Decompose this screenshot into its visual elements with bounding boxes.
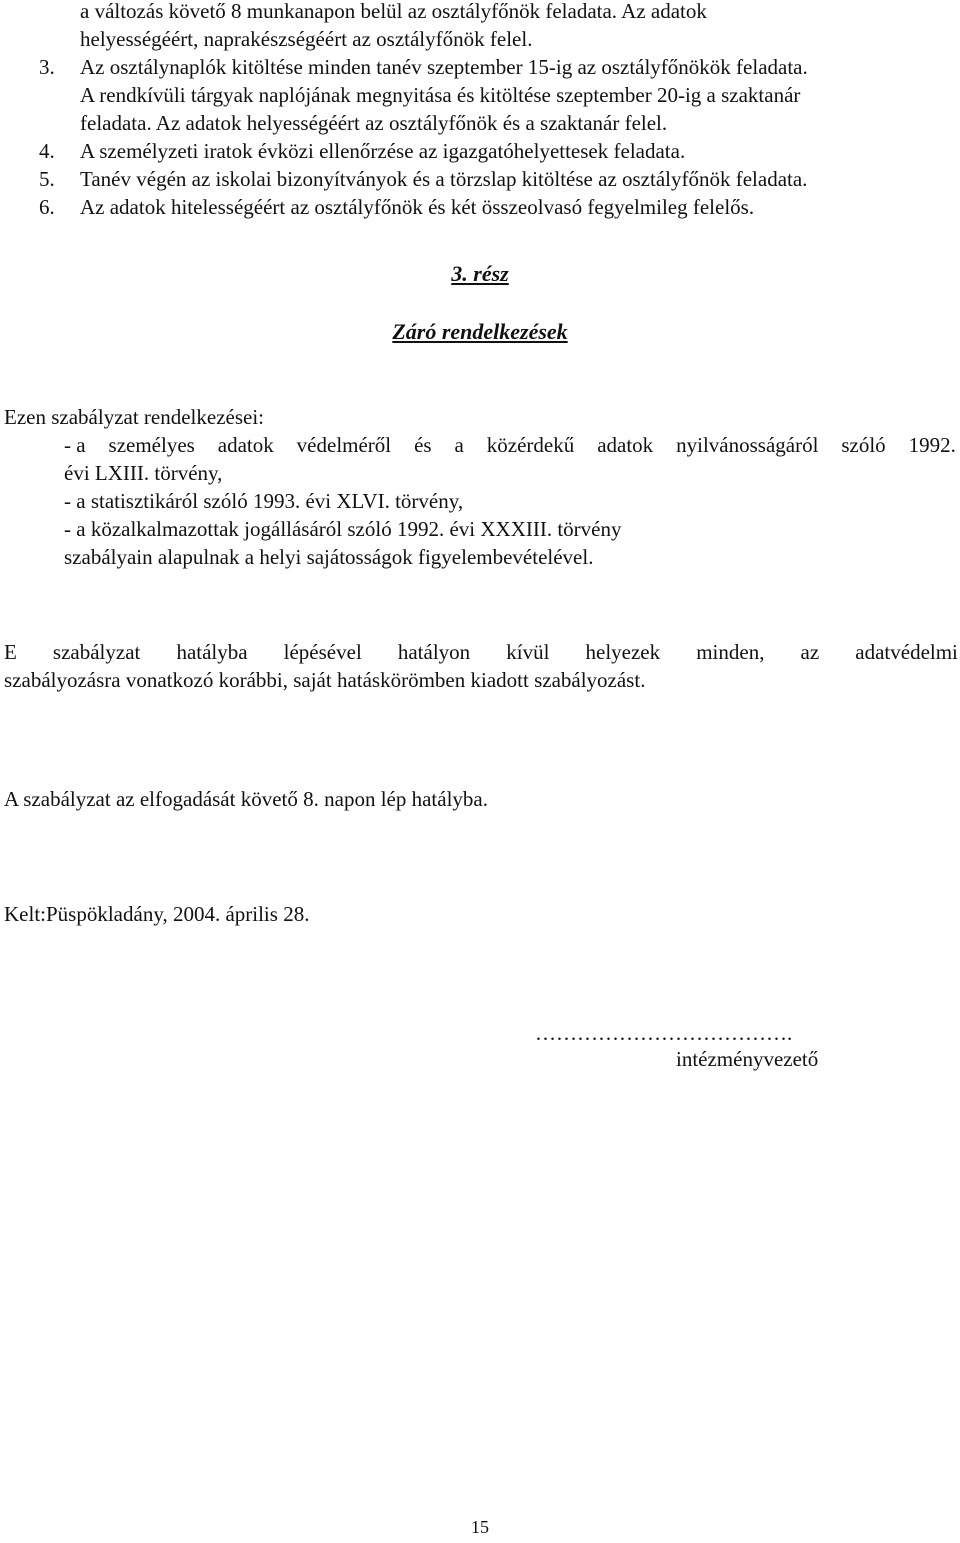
word: személyes	[108, 433, 195, 457]
list-item-line: Tanév végén az iskolai bizonyítványok és a törzslap kitöltése az osztályfőnök feladata.	[80, 167, 808, 191]
list-item-number: 6.	[39, 195, 55, 219]
rules-item-1-line	[64, 431, 956, 459]
repeal-line-2: szabályozásra vonatkozó korábbi, saját hatáskörömben kiadott szabályozást.	[4, 668, 646, 692]
list-item	[0, 165, 960, 193]
rules-item-2: - a statisztikáról szóló 1993. évi XLVI. törvény,	[64, 489, 464, 513]
page-number: 15	[471, 1517, 489, 1537]
repeal-paragraph	[0, 638, 960, 694]
word: szabályzat	[52, 640, 141, 664]
list-item-line: Az osztálynaplók kitöltése minden tanév szeptember 15-ig az osztályfőnökök feladata.	[80, 55, 808, 79]
word: adatok	[217, 433, 274, 457]
list-item	[0, 0, 960, 53]
word: az	[800, 640, 820, 664]
list-item-number: 4.	[39, 139, 55, 163]
list-item	[0, 53, 960, 137]
list-item-number: 5.	[39, 167, 55, 191]
word: minden,	[696, 640, 765, 664]
part-heading: 3. rész	[451, 261, 509, 286]
rules-closing: szabályain alapulnak a helyi sajátosságok figyelembevételével.	[64, 545, 594, 569]
date-place-line: Kelt:Püspökladány, 2004. április 28.	[4, 902, 310, 926]
rules-basis-section	[0, 403, 960, 571]
list-item	[0, 193, 960, 221]
list-item-line: A rendkívüli tárgyak naplójának megnyitása és kitöltése szeptember 20-ig a szaktanár	[80, 83, 801, 107]
signature-role: intézményvezető	[676, 1047, 819, 1071]
signature-line: ……………………………….	[535, 1021, 793, 1045]
word: adatok	[597, 433, 654, 457]
list-item-line: helyességéért, naprakészségéért az osztályfőnök felel.	[80, 27, 533, 51]
word: és	[414, 433, 432, 457]
word: kívül	[506, 640, 550, 664]
repeal-line-1	[0, 638, 958, 666]
list-item-line: a változás követő 8 munkanapon belül az osztályfőnök feladata. Az adatok	[80, 0, 707, 23]
rules-intro: Ezen szabályzat rendelkezései:	[4, 405, 265, 429]
word: közérdekű	[486, 433, 575, 457]
word: E	[4, 640, 17, 664]
list-item-line: Az adatok hitelességéért az osztályfőnök és két összeolvasó fegyelmileg felelős.	[80, 195, 755, 219]
rules-item-1-continuation: évi LXIII. törvény,	[64, 461, 223, 485]
word: 1992.	[908, 433, 956, 457]
list-item-line: feladata. Az adatok helyességéért az osztályfőnök és a szaktanár felel.	[80, 111, 668, 135]
word: lépésével	[283, 640, 362, 664]
word: a	[454, 433, 464, 457]
rules-item-3: - a közalkalmazottak jogállásáról szóló 1992. évi XXXIII. törvény	[64, 517, 622, 541]
word: adatvédelmi	[855, 640, 958, 664]
rules-item-1	[0, 431, 960, 459]
word: helyezek	[585, 640, 661, 664]
effective-date-text: A szabályzat az elfogadását követő 8. napon lép hatályba.	[4, 787, 488, 811]
word: - a	[64, 433, 86, 457]
word: nyilvánosságáról	[676, 433, 819, 457]
list-item-line: A személyzeti iratok évközi ellenőrzése az igazgatóhelyettesek feladata.	[80, 139, 686, 163]
word: szóló	[841, 433, 886, 457]
word: hatályba	[176, 640, 248, 664]
word: védelméről	[296, 433, 392, 457]
numbered-list	[0, 0, 960, 221]
word: hatályon	[397, 640, 471, 664]
list-item	[0, 137, 960, 165]
section-title: Záró rendelkezések	[392, 319, 568, 344]
list-item-number: 3.	[39, 55, 55, 79]
